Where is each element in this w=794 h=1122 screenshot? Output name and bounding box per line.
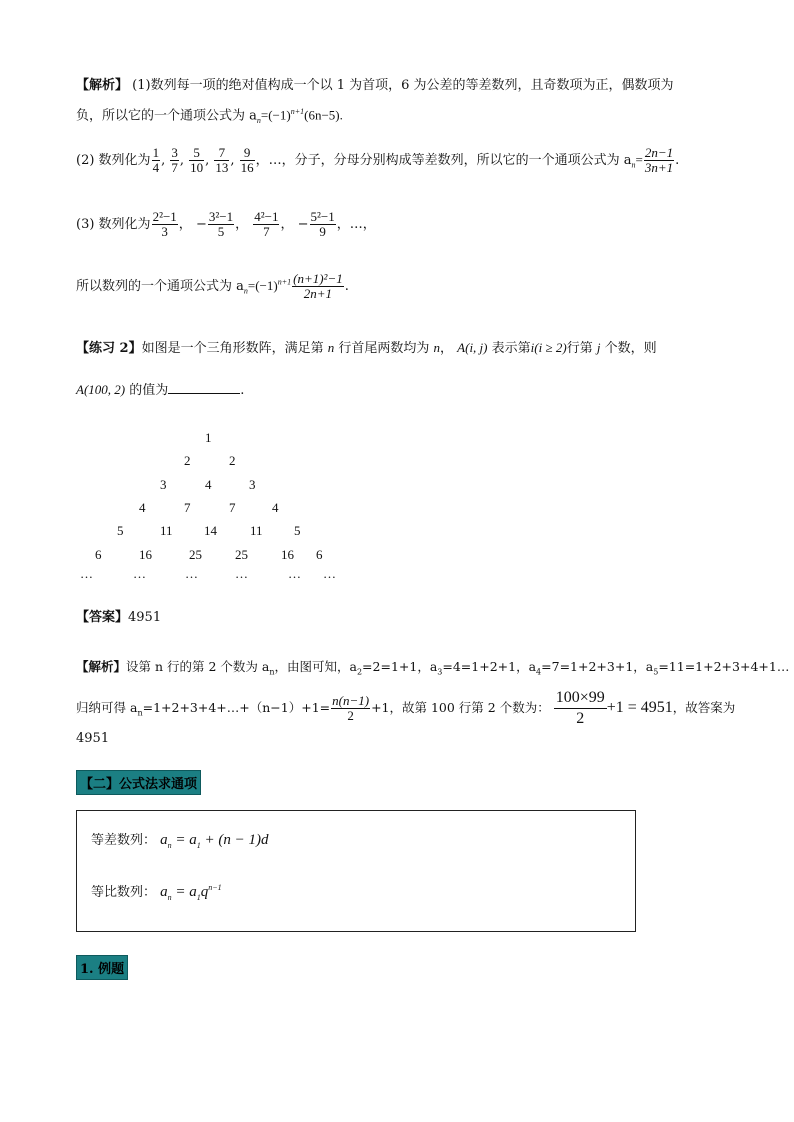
analysis-text: 设第 n 行的第 2 个数为 a bbox=[126, 659, 270, 674]
triangle-number: 6 bbox=[95, 547, 102, 562]
exercise-text: 个数，则 bbox=[604, 341, 657, 356]
fraction-denominator: 10 bbox=[190, 160, 204, 175]
analysis-paragraph-1-line-2: 负，所以它的一个通项公式为 $a_n=(-1)^{n+1}(6n-5)$. bbox=[76, 107, 343, 125]
fraction-denominator: 16 bbox=[240, 160, 254, 175]
fraction-denominator: 7 bbox=[263, 224, 270, 239]
triangle-number: 3 bbox=[249, 477, 256, 492]
fraction-denominator: 5 bbox=[217, 224, 225, 239]
fraction-numerator: 2²−1 bbox=[152, 209, 177, 224]
formula: +1 = 4951 bbox=[606, 699, 673, 716]
triangle-number: 4 bbox=[139, 500, 146, 515]
formula-part: = a bbox=[171, 832, 197, 848]
fraction bbox=[240, 146, 255, 175]
triangle-number: 2 bbox=[229, 453, 236, 468]
result-fraction bbox=[644, 146, 674, 175]
analysis-text: (1)数列每一项的绝对值构成一个以 1 为首项，6 为公差的等差数列，且奇数项为正，偶数项为 bbox=[132, 78, 674, 93]
analysis-text: =4=1+2+1，a bbox=[442, 659, 537, 674]
fraction-denominator: 3 bbox=[161, 224, 168, 239]
formula-label: 等差数列： bbox=[91, 833, 157, 848]
formula-part: + (n − 1)d bbox=[200, 832, 269, 848]
fraction-denominator: 2n+1 bbox=[303, 286, 333, 301]
exercise-text: 的值为 bbox=[129, 383, 169, 398]
analysis-text: +1，故第 100 行第 2 个数为： bbox=[371, 700, 550, 715]
exercise-line-1: 【练习 2】如图是一个三角形数阵，满足第 n 行首尾两数均为 n， A(i, j) 表示第i(i ≥ 2)行第 j 个数，则 bbox=[76, 340, 657, 356]
triangle-number: 11 bbox=[250, 523, 263, 538]
formula-part: a bbox=[160, 884, 168, 900]
big-fraction bbox=[554, 688, 607, 729]
formula-part: q bbox=[200, 884, 209, 900]
analysis-text: ，由图可知，a bbox=[274, 659, 357, 674]
fraction-numerator: 5²−1 bbox=[310, 209, 335, 224]
geometric-formula-row bbox=[91, 881, 222, 902]
triangle-ellipsis: … bbox=[288, 566, 301, 581]
fraction-numerator: 7 bbox=[214, 146, 229, 161]
fraction-numerator: 1 bbox=[152, 145, 160, 160]
fraction-numerator: 9 bbox=[240, 146, 255, 161]
variable: i(i ≥ 2) bbox=[530, 340, 567, 355]
fraction-denominator: 2 bbox=[347, 708, 354, 723]
formula-part: a bbox=[160, 832, 168, 848]
exercise-text: 行第 bbox=[566, 341, 593, 356]
triangle-number: 5 bbox=[294, 523, 301, 538]
analysis-text: =1+2+3+4+…+（n−1）+1= bbox=[142, 700, 331, 715]
paragraph-text: ，…，分子，分母分别构成等差数列，所以它的一个通项公式为 a bbox=[255, 153, 632, 168]
fraction bbox=[331, 694, 370, 723]
triangle-ellipsis: … bbox=[235, 566, 248, 581]
paragraph-3: (3) 数列化为 $\frac{\text{2²−1}}{3}$ ， − $\frac{\text{3²−1}}{5}$ ， $\frac{\text{4²−1}}{7}$ ， − $\frac{\text{5²−1}}{9}$ ，…， bbox=[76, 209, 376, 239]
analysis-text: =2=1+1，a bbox=[362, 659, 438, 674]
triangle-number: 2 bbox=[184, 453, 191, 468]
variable: A(i, j) bbox=[457, 340, 488, 355]
paragraph-3-conclusion: 所以数列的一个通项公式为 $a_n=(-1)^{n+1}$ $\frac{\text{(n+1)²−1}}{2n+1}$ . bbox=[76, 271, 349, 301]
paragraph-2: (2) 数列化为 $\frac{1}{4}$ , $\frac{3}{7}$ , $\frac{5}{10}$ , $\frac{7}{13}$ , $\frac{9}{16}$ ，…，分子，分母分别构成等差数列，所以它的一个通项公式为 $a_n=$ $\frac{2n-1}{3n+1}$ . bbox=[76, 145, 680, 175]
analysis-label: 【解析】 bbox=[76, 659, 127, 674]
triangle-number: 5 bbox=[117, 523, 124, 538]
exercise-text: 行首尾两数均为 bbox=[338, 341, 430, 356]
exercise-text: 如图是一个三角形数阵，满足第 bbox=[141, 341, 324, 356]
paragraph-prefix: (2) 数列化为 bbox=[76, 153, 151, 168]
formula-box bbox=[76, 810, 636, 932]
triangle-number: 25 bbox=[189, 547, 202, 562]
fraction-numerator: 100×99 bbox=[554, 688, 607, 709]
triangle-number: 14 bbox=[204, 523, 217, 538]
fraction-numerator: 3 bbox=[171, 145, 178, 160]
analysis-text: 归纳可得 a bbox=[76, 700, 138, 715]
formula: $a_n = a_1q^{n-1}$ bbox=[160, 883, 222, 902]
fraction bbox=[152, 146, 161, 175]
formula: (6n−5). bbox=[304, 107, 343, 123]
triangle-number: 16 bbox=[281, 547, 294, 562]
fraction-denominator: 2 bbox=[576, 710, 585, 727]
fraction-denominator: 7 bbox=[171, 160, 178, 175]
fraction-numerator: 4²−1 bbox=[254, 209, 279, 224]
formula-exponent: n+1 bbox=[290, 107, 305, 116]
triangle-number: 4 bbox=[272, 500, 279, 515]
triangle-number: 3 bbox=[160, 477, 167, 492]
fraction bbox=[189, 146, 204, 175]
paragraph-text: ，…， bbox=[336, 217, 376, 232]
analysis-text: 负，所以它的一个通项公式为 a bbox=[76, 108, 257, 124]
fraction bbox=[208, 210, 234, 239]
analysis-line-3 bbox=[76, 729, 109, 749]
triangle-number: 1 bbox=[205, 430, 212, 445]
analysis-text: =11=1+2+3+4+1… bbox=[658, 659, 790, 674]
paragraph-prefix: (3) 数列化为 bbox=[76, 217, 151, 232]
triangle-number: 7 bbox=[229, 500, 236, 515]
analysis-paragraph-1-line-1 bbox=[76, 76, 674, 96]
triangle-ellipsis: … bbox=[323, 566, 336, 581]
fraction-numerator: 2n−1 bbox=[644, 145, 674, 160]
analysis-label: 【解析】 bbox=[76, 78, 129, 93]
answer-line bbox=[76, 608, 161, 628]
section-heading: 【二】公式法求通项 bbox=[76, 770, 201, 795]
formula: $a_n = a_1 + (n - 1)d$ bbox=[160, 832, 269, 850]
triangle-ellipsis: … bbox=[133, 566, 146, 581]
result-fraction bbox=[292, 272, 344, 301]
arithmetic-formula-row bbox=[91, 829, 269, 850]
analysis-text: =7=1+2+3+1，a bbox=[541, 659, 654, 674]
fraction-numerator: 3²−1 bbox=[208, 209, 234, 224]
fraction bbox=[310, 210, 336, 239]
exercise-line-2: A(100, 2) 的值为 . bbox=[76, 382, 245, 398]
paragraph-text: 所以数列的一个通项公式为 a bbox=[76, 279, 244, 294]
fraction-denominator: 13 bbox=[215, 160, 229, 175]
variable: j bbox=[596, 340, 601, 355]
fraction-numerator: n(n−1) bbox=[332, 693, 370, 708]
fraction bbox=[170, 146, 179, 175]
answer-label: 【答案】 bbox=[76, 610, 129, 625]
fraction-numerator: (n+1)²−1 bbox=[293, 271, 343, 286]
formula-label: 等比数列： bbox=[91, 885, 157, 900]
answer-value: 4951 bbox=[128, 610, 162, 625]
triangle-number: 4 bbox=[205, 477, 212, 492]
fraction-denominator: 4 bbox=[152, 160, 160, 175]
variable: A(100, 2) bbox=[76, 382, 126, 397]
formula-part: = a bbox=[171, 884, 197, 900]
fraction-denominator: 3n+1 bbox=[644, 160, 674, 175]
formula: =(−1) bbox=[260, 107, 291, 123]
triangle-number: 11 bbox=[160, 523, 173, 538]
triangle-ellipsis: … bbox=[80, 566, 93, 581]
sign: − bbox=[195, 217, 207, 232]
variable: n bbox=[433, 340, 441, 355]
answer-blank bbox=[168, 381, 240, 394]
triangle-ellipsis: … bbox=[185, 566, 198, 581]
triangle-number: 6 bbox=[316, 547, 323, 562]
analysis-text: 4951 bbox=[76, 731, 110, 746]
fraction-numerator: 5 bbox=[189, 146, 204, 161]
fraction-denominator: 9 bbox=[319, 224, 326, 239]
fraction bbox=[253, 210, 279, 239]
triangle-number: 16 bbox=[139, 547, 152, 562]
exercise-text: 表示第 bbox=[491, 341, 531, 356]
sign: − bbox=[297, 217, 309, 232]
formula-exponent: n−1 bbox=[208, 883, 222, 892]
exercise-label: 【练习 2】 bbox=[76, 341, 142, 356]
variable: n bbox=[327, 340, 335, 355]
analysis-line-2: 归纳可得 $a_n=1+2+3+4+\dots+(n-1)+1=$ $\frac{n(n-1)}{2}$ +1，故第 100 行第 2 个数为： $\frac{100\times 99}{2}$ +1 = 4951，故答案为 bbox=[76, 689, 736, 727]
fraction bbox=[152, 210, 178, 239]
subsection-heading: 1. 例题 bbox=[76, 955, 128, 980]
analysis-line-1: 【解析】设第 n 行的第 2 个数为 $a_n$，由图可知，$a_2=2=1+1$，$a_3=4=1+2+1$，$a_4=7=1+2+3+1$，$a_5=11=1+2+3+4+1\dots$ bbox=[76, 659, 790, 677]
formula-exponent: n+1 bbox=[277, 277, 292, 287]
analysis-text: ，故答案为 bbox=[672, 700, 736, 715]
triangle-number: 7 bbox=[184, 500, 191, 515]
triangle-number: 25 bbox=[235, 547, 248, 562]
formula: =(−1) bbox=[247, 278, 278, 293]
fraction bbox=[214, 146, 229, 175]
